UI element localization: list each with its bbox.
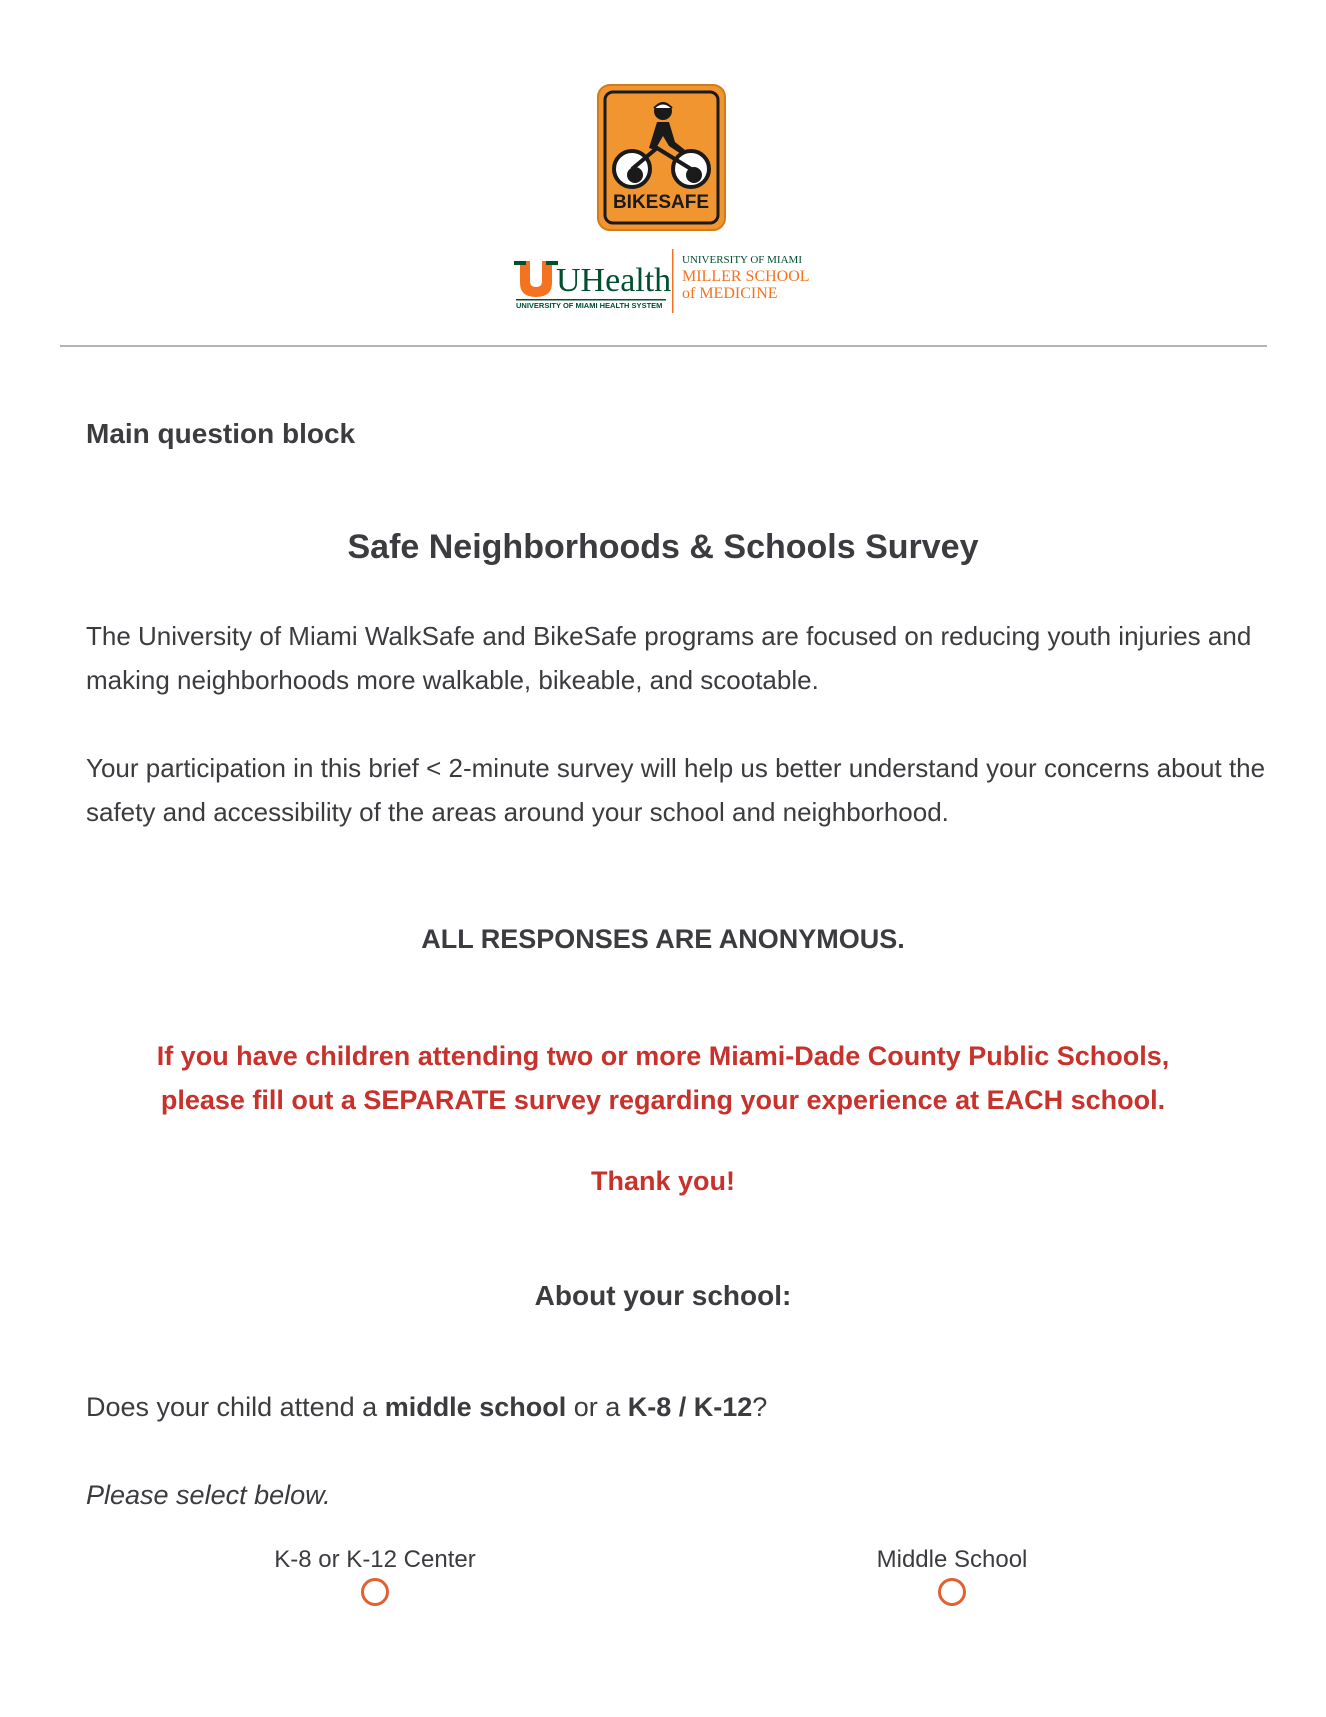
question-bold-2: K-8 / K-12 — [627, 1392, 753, 1422]
survey-title: Safe Neighborhoods & Schools Survey — [347, 528, 979, 566]
separate-survey-warning — [0, 1034, 1326, 1122]
uhealth-subtext: UNIVERSITY OF MIAMI HEALTH SYSTEM — [516, 301, 663, 310]
warning-line-1: If you have children attending two or more Miami-Dade County Public Schools, — [156, 1041, 1170, 1071]
anonymous-notice: ALL RESPONSES ARE ANONYMOUS. — [421, 924, 905, 954]
miller-line-1: UNIVERSITY OF MIAMI — [682, 254, 802, 266]
option-label-middle-school: Middle School — [876, 1546, 1028, 1573]
miller-line-3: of MEDICINE — [682, 285, 778, 302]
uhealth-text: UHealth — [556, 262, 672, 299]
question-part-2: or a — [566, 1392, 628, 1422]
bikesafe-logo-text: BIKESAFE — [612, 192, 710, 213]
question-text — [86, 1392, 767, 1423]
question-part-3: ? — [752, 1392, 768, 1422]
header-divider — [60, 345, 1267, 347]
thank-you-text: Thank you! — [590, 1166, 735, 1196]
uhealth-miller-logo — [512, 247, 812, 317]
miller-line-2: MILLER SCHOOL — [682, 268, 810, 285]
question-instruction: Please select below. — [86, 1480, 331, 1510]
radio-k8-k12[interactable] — [361, 1578, 389, 1606]
option-label-k8-k12: K-8 or K-12 Center — [274, 1546, 476, 1573]
intro-paragraph-1: The University of Miami WalkSafe and BikeSafe programs are focused on reducing youth injuries and making neighborhoods more walkable, bikeable, and scootable. — [86, 621, 1252, 695]
section-heading: About your school: — [534, 1280, 792, 1311]
warning-line-2: please fill out a SEPARATE survey regarding your experience at EACH school. — [160, 1085, 1166, 1115]
intro-paragraph-2: Your participation in this brief < 2-minute survey will help us better understand your concerns about the safety and accessibility of the areas around your school and neighborhood. — [86, 753, 1266, 827]
question-bold-1: middle school — [384, 1392, 567, 1422]
question-part-1: Does your child attend a — [86, 1392, 385, 1422]
bikesafe-logo — [597, 84, 726, 231]
block-title: Main question block — [86, 418, 356, 449]
radio-middle-school[interactable] — [938, 1578, 966, 1606]
